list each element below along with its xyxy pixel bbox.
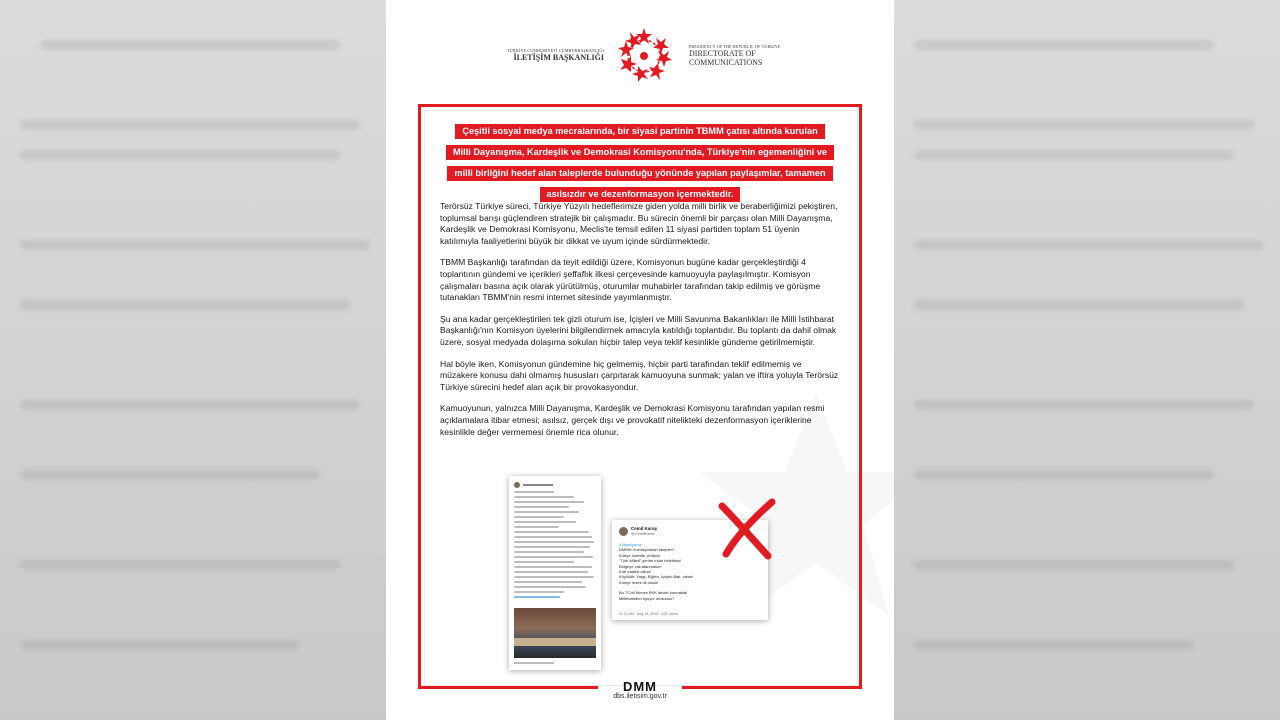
tweet-line: Köylülük: Yargı, Eğitim, İçişleri Bak. olsun!	[619, 574, 694, 580]
tweet-author-name: Cemil Karaş	[631, 526, 658, 531]
headline	[428, 121, 852, 205]
presidency-emblem-icon	[614, 26, 674, 86]
meeting-photo	[514, 608, 596, 658]
red-frame-bottom-left	[418, 686, 598, 689]
tweet-line: Milletvekilleri uyuyor musunuz?	[619, 595, 675, 601]
header-left-small: TÜRKİYE CUMHURİYETİ CUMHURBAŞKANLIĞI	[507, 48, 604, 53]
header-right-title-2: COMMUNICATIONS	[689, 58, 763, 67]
header-right-small: PRESIDENCY OF THE REPUBLIC OF TÜRKİYE	[689, 44, 781, 49]
paragraph: Terörsüz Türkiye süreci, Türkiye Yüzyılı hedeflerimize giden yolda milli birlik ve beraberliğimizi pekiştiren, toplumsal barışı güçlendiren stratejik bir çalışmadır. Bu sürecin önemli bir parçası olan Milli Dayanışma, Kardeşlik ve Demokrasi Komisyonu, Meclis'te temsil edilen 11 siyasi partiden toplam 51 üyenin katılımıyla faaliyetlerini büyük bir dikkat ve uyum içinde sürdürmektedir.	[440, 201, 838, 246]
body-text	[440, 201, 840, 448]
tweet-line: Kürtçe resmi dil olsun!	[619, 579, 659, 585]
tweet-line: Bu TC'nil bilmek PKK devlet kurmakta!	[619, 590, 688, 596]
headline-line: milli birliğini hedef alan taleplerde bulunduğu yönünde yapılan paylaşımlar, tamamen	[447, 166, 832, 181]
red-frame-bottom-right	[682, 686, 862, 689]
document-page	[386, 0, 894, 720]
paragraph: Kamuoyunun, yalnızca Milli Dayanışma, Kardeşlik ve Demokrasi Komisyonu tarafından yapılan resmi açıklamalara itibar etmesi; asılsız, gerçek dışı ve provokatif nitelikteki dezenformasyon içeriklerine kesinlikle değer vermemesi önemle rica olunur.	[440, 403, 825, 437]
cross-mark-icon	[716, 498, 778, 560]
tweet-author-handle: @CemilKaras	[631, 532, 655, 536]
red-frame-left	[418, 104, 421, 689]
tweet-footer: 11:10 AM · Aug 18, 2025 · 828 Views	[619, 612, 679, 616]
blurred-background-left	[0, 0, 386, 720]
red-frame-right	[859, 104, 862, 689]
paragraph: TBMM Başkanlığı tarafından da teyit edildiği üzere, Komisyonun bugüne kadar gerçekleştirdiği 4 toplantının gündemi ve içerikleri şeffaflık ilkesi çerçevesinde kamuoyuyla paylaşılmıştır. Komisyon çalışmaları basına açık olarak yürütülmüş, oturumlar muhabirler tarafından takip edilmiş ve görüşme tutanakları TBMM'nin resmi internet sitesinde yayımlanmıştır.	[440, 257, 821, 303]
avatar	[619, 527, 628, 536]
tweet-line: Bölgeye vali atanmasın!	[619, 563, 662, 569]
red-frame-top	[418, 104, 862, 107]
header-left-title: İLETİŞİM BAŞKANLIĞI	[513, 53, 604, 62]
tweet-line: "Türk Milleti" yerine ırklar belirtilsin!	[619, 558, 681, 564]
tweet-line: Kürtçe özerklik verilsin!	[619, 552, 660, 558]
tweet-line: DMM'in Komisyondan talepleri :	[619, 547, 676, 553]
headline-line: Milli Dayanışma, Kardeşlik ve Demokrasi Komisyonu'nda, Türkiye'nin egemenliğini ve	[446, 145, 834, 160]
headline-line: Çeşitli sosyal medya mecralarında, bir siyasi partinin TBMM çatısı altında kurulan	[455, 124, 824, 139]
dmm-logo: DMM	[622, 679, 658, 694]
tweet-quote: Yükseliyoruz	[619, 542, 642, 547]
tweet-line: Kürt iradesi olsun!	[619, 569, 652, 575]
footer-url: dbs.iletisim.gov.tr	[613, 693, 667, 700]
paragraph: Hal böyle iken, Komisyonun gündemine hiç gelmemiş, hiçbir parti tarafından teklif edilmemiş ve müzakere konusu dahi olmamış hususları çarpıtarak kamuoyuna sunmak; yalan ve iftira yoluyla Terörsüz Türkiye sürecini hedef alan açık bir provokasyondur.	[440, 358, 839, 392]
headline-line: asılsızdır ve dezenformasyon içermektedir.	[540, 187, 741, 202]
blurred-background-right	[894, 0, 1280, 720]
header-right-title-1: DIRECTORATE OF	[689, 49, 756, 58]
tweet-screenshot-left	[509, 476, 601, 670]
header	[386, 24, 894, 94]
header-left	[492, 48, 604, 62]
header-right	[689, 44, 809, 67]
paragraph: Şu ana kadar gerçekleştirilen tek gizli oturum ise, İçişleri ve Milli Savunma Bakanlıkları ile Milli İstihbarat Başkanlığı'nın Komisyon üyelerini bilgilendirmek amacıyla katıldığı toplantıdır. Bu toplantı da dahil olmak üzere, sosyal medyada dolaşıma sokulan hiçbir talep veya teklif kesinlikle gündeme getirilmemiştir.	[440, 313, 837, 347]
